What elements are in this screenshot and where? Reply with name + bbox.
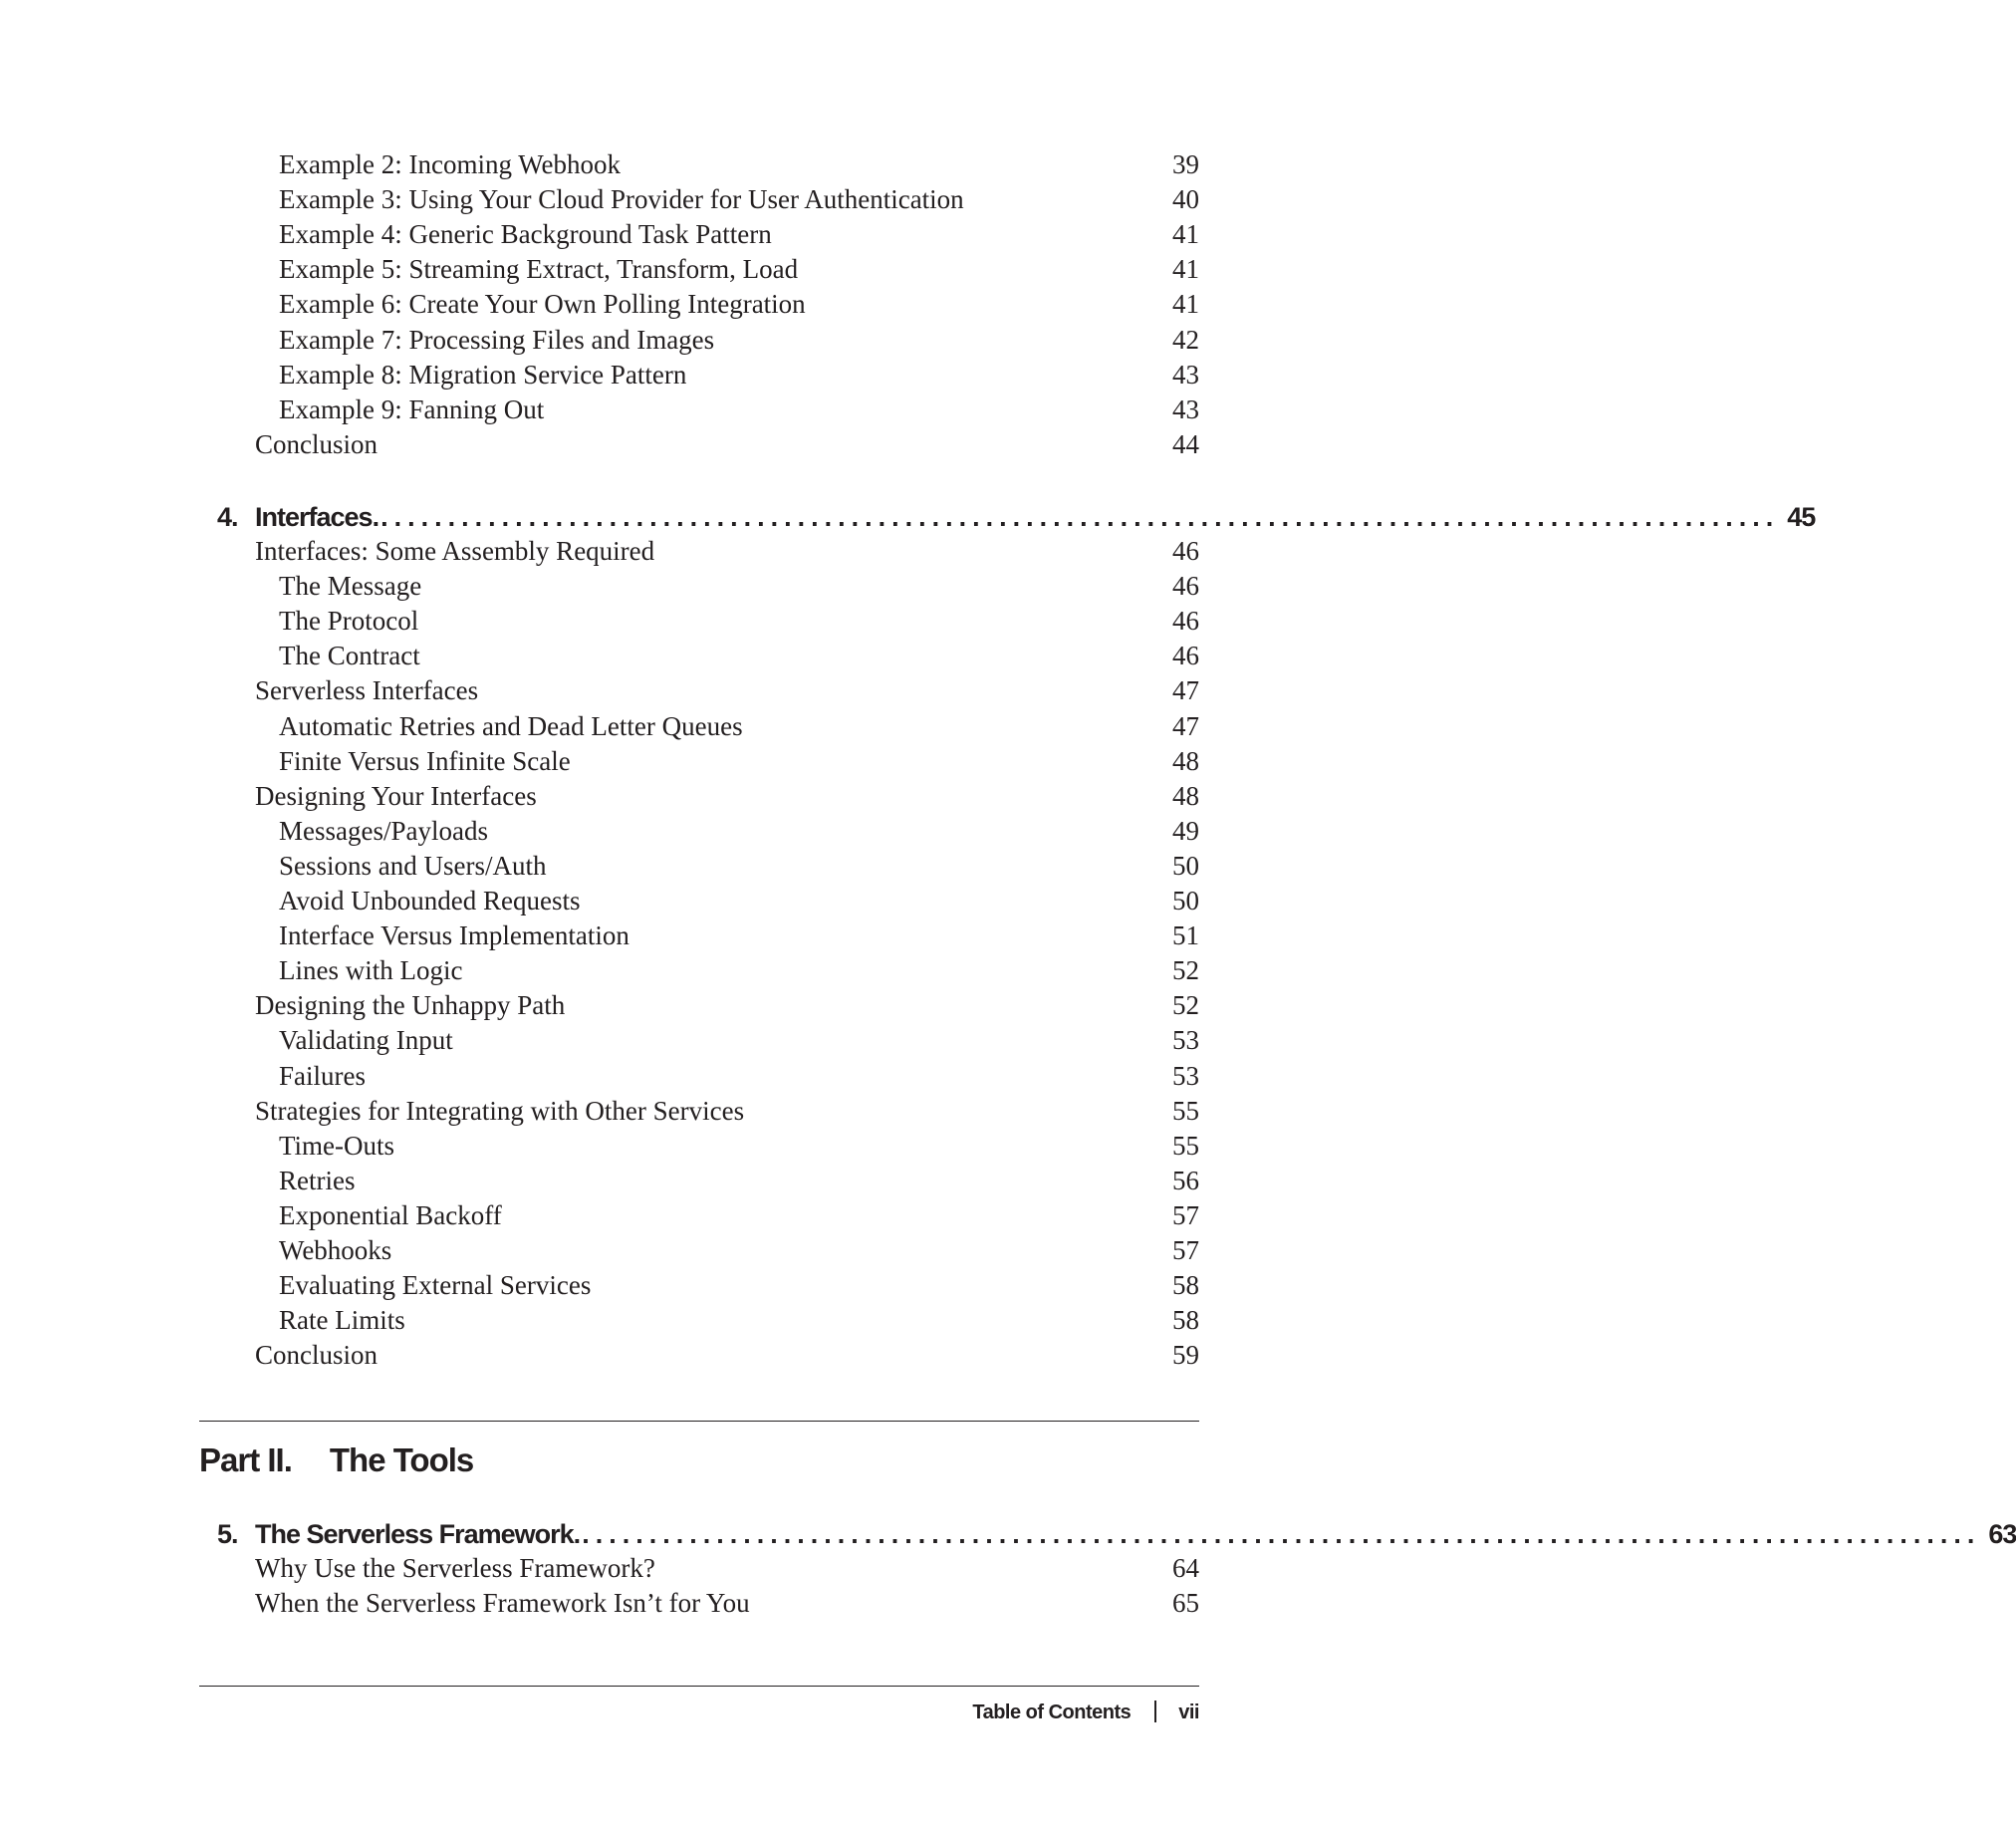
- toc-entry-title: Validating Input: [279, 1025, 453, 1056]
- toc-entry-title: Interfaces: Some Assembly Required: [255, 536, 655, 566]
- part-divider-rule: [199, 1421, 1199, 1422]
- toc-entry[interactable]: [199, 323, 1199, 358]
- toc-entry[interactable]: [199, 1198, 1199, 1233]
- toc-entry-title: Example 7: Processing Files and Images: [279, 324, 715, 355]
- toc-entry-page-number: 49: [1172, 815, 1199, 846]
- toc-entry[interactable]: [199, 918, 1199, 953]
- toc-entry[interactable]: [199, 1023, 1199, 1058]
- toc-entry-page-number: 53: [1172, 1060, 1199, 1091]
- toc-entry[interactable]: [199, 147, 1199, 182]
- dot-leader: ........................................................................................................: [380, 502, 1780, 532]
- toc-entry-page-number: 47: [1172, 710, 1199, 741]
- toc-entry-title: Example 4: Generic Background Task Pattern: [279, 219, 772, 250]
- toc-entry-page-number: 53: [1172, 1025, 1199, 1056]
- chapter-page-number: 45: [1787, 502, 1816, 532]
- toc-entry-page-number: 41: [1172, 289, 1199, 320]
- footer-page-number: vii: [1178, 1701, 1199, 1723]
- chapter-title: The Serverless Framework.: [255, 1519, 581, 1549]
- toc-entry-page-number: 58: [1172, 1305, 1199, 1336]
- footer-section-label: Table of Contents: [972, 1701, 1132, 1723]
- toc-entry-page-number: 46: [1172, 571, 1199, 602]
- toc-entry[interactable]: [199, 427, 1199, 462]
- toc-entry-page-number: 44: [1172, 428, 1199, 459]
- toc-entry-title: Messages/Payloads: [279, 815, 488, 846]
- toc-entry-title: Time-Outs: [279, 1130, 395, 1161]
- toc-entry-page-number: 59: [1172, 1340, 1199, 1371]
- chapter-heading[interactable]: [199, 498, 1816, 536]
- toc-entry[interactable]: [199, 1586, 1199, 1621]
- toc-entry-title: Sessions and Users/Auth: [279, 850, 547, 881]
- toc-entry[interactable]: [199, 1164, 1199, 1198]
- toc-entry-page-number: 58: [1172, 1270, 1199, 1301]
- toc-entry-title: Interface Versus Implementation: [279, 920, 630, 951]
- toc-entry[interactable]: [199, 1551, 1199, 1586]
- toc-entry[interactable]: [199, 814, 1199, 849]
- toc-entry-title: Exponential Backoff: [279, 1199, 502, 1230]
- toc-entry[interactable]: [199, 953, 1199, 988]
- toc-entry[interactable]: [199, 744, 1199, 779]
- chapter-title: Interfaces.: [255, 502, 379, 532]
- toc-entry-title: Retries: [279, 1165, 356, 1195]
- toc-entry-page-number: 50: [1172, 886, 1199, 916]
- toc-entry[interactable]: [199, 392, 1199, 427]
- toc-entry[interactable]: [199, 358, 1199, 392]
- toc-entry-page-number: 41: [1172, 219, 1199, 250]
- toc-entry-title: Failures: [279, 1060, 366, 1091]
- toc-entry-title: Avoid Unbounded Requests: [279, 886, 581, 916]
- chapter-heading[interactable]: [199, 1515, 2016, 1553]
- chapter-page-number: 63: [1988, 1519, 2016, 1549]
- toc-entry-page-number: 48: [1172, 745, 1199, 776]
- toc-entry-page-number: 52: [1172, 955, 1199, 986]
- toc-entry-title: Example 5: Streaming Extract, Transform, Load: [279, 254, 799, 285]
- toc-entry-title: Webhooks: [279, 1235, 392, 1265]
- toc-entry[interactable]: [199, 1059, 1199, 1094]
- toc-entry-page-number: 46: [1172, 606, 1199, 637]
- toc-entry[interactable]: [199, 849, 1199, 884]
- toc-entry[interactable]: [199, 1338, 1199, 1373]
- toc-entry-page-number: 39: [1172, 149, 1199, 179]
- toc-entry-title: Lines with Logic: [279, 955, 463, 986]
- toc-entry-page-number: 41: [1172, 254, 1199, 285]
- toc-entry-title: Why Use the Serverless Framework?: [255, 1553, 655, 1583]
- chapter-number: 4.: [217, 502, 238, 532]
- toc-entry-page-number: 46: [1172, 536, 1199, 566]
- toc-entry-title: When the Serverless Framework Isn’t for You: [255, 1588, 750, 1619]
- toc-entry-page-number: 55: [1172, 1095, 1199, 1126]
- toc-entry[interactable]: [199, 709, 1199, 744]
- toc-entry-page-number: 50: [1172, 850, 1199, 881]
- part-label: Part II.: [199, 1441, 292, 1478]
- toc-entry[interactable]: [199, 1094, 1199, 1129]
- toc-entry[interactable]: [199, 1129, 1199, 1164]
- toc-entry[interactable]: [199, 673, 1199, 708]
- part-heading: [199, 1439, 473, 1482]
- toc-entry-page-number: 57: [1172, 1235, 1199, 1265]
- toc-entry[interactable]: [199, 182, 1199, 217]
- toc-entry-title: Designing the Unhappy Path: [255, 990, 566, 1021]
- toc-entry-title: Conclusion: [255, 428, 378, 459]
- toc-entry-page-number: 55: [1172, 1130, 1199, 1161]
- toc-entry-page-number: 65: [1172, 1588, 1199, 1619]
- toc-entry-title: The Protocol: [279, 606, 419, 637]
- toc-entry-title: The Contract: [279, 641, 420, 671]
- toc-entry-title: Example 9: Fanning Out: [279, 393, 545, 424]
- toc-entry-page-number: 43: [1172, 359, 1199, 390]
- toc-entry-page-number: 46: [1172, 641, 1199, 671]
- toc-entry-page-number: 56: [1172, 1165, 1199, 1195]
- toc-entry[interactable]: [199, 252, 1199, 287]
- toc-entry[interactable]: [199, 779, 1199, 814]
- toc-entry-title: Example 2: Incoming Webhook: [279, 149, 622, 179]
- toc-entry-page-number: 48: [1172, 780, 1199, 811]
- toc-entry-title: Automatic Retries and Dead Letter Queues: [279, 710, 743, 741]
- toc-entry[interactable]: [199, 988, 1199, 1023]
- toc-entry-title: Serverless Interfaces: [255, 675, 479, 706]
- toc-entry-title: Example 6: Create Your Own Polling Integration: [279, 289, 806, 320]
- page-footer: [972, 1698, 1199, 1727]
- toc-entry[interactable]: [199, 287, 1199, 322]
- toc-entry-page-number: 57: [1172, 1199, 1199, 1230]
- toc-entry-title: Strategies for Integrating with Other Services: [255, 1095, 745, 1126]
- toc-entry-page-number: 40: [1172, 184, 1199, 215]
- toc-entry[interactable]: [199, 1233, 1199, 1268]
- toc-entry[interactable]: [199, 1268, 1199, 1303]
- toc-page: [199, 0, 2016, 1831]
- toc-entry[interactable]: [199, 1303, 1199, 1338]
- toc-entry[interactable]: [199, 569, 1199, 604]
- toc-entry-page-number: 52: [1172, 990, 1199, 1021]
- part-title: The Tools: [329, 1441, 474, 1478]
- toc-entry-title: Designing Your Interfaces: [255, 780, 537, 811]
- toc-entry-page-number: 42: [1172, 324, 1199, 355]
- toc-entry-title: Finite Versus Infinite Scale: [279, 745, 571, 776]
- toc-entry-title: Example 8: Migration Service Pattern: [279, 359, 687, 390]
- toc-entry[interactable]: [199, 534, 1199, 569]
- toc-entry-title: Example 3: Using Your Cloud Provider for User Authentication: [279, 184, 964, 215]
- toc-entry-page-number: 64: [1172, 1553, 1199, 1583]
- footer-separator: [1154, 1700, 1156, 1722]
- toc-entry[interactable]: [199, 884, 1199, 918]
- toc-entry-title: The Message: [279, 571, 422, 602]
- toc-entry-page-number: 43: [1172, 393, 1199, 424]
- toc-entry-title: Rate Limits: [279, 1305, 405, 1336]
- footer-rule: [199, 1686, 1199, 1687]
- toc-entry-page-number: 51: [1172, 920, 1199, 951]
- toc-entry[interactable]: [199, 217, 1199, 252]
- toc-entry[interactable]: [199, 604, 1199, 639]
- toc-entry-title: Evaluating External Services: [279, 1270, 592, 1301]
- toc-entry-title: Conclusion: [255, 1340, 378, 1371]
- chapter-number: 5.: [217, 1519, 238, 1549]
- dot-leader: ........................................................................................................: [582, 1519, 1981, 1549]
- toc-entry-page-number: 47: [1172, 675, 1199, 706]
- toc-entry[interactable]: [199, 639, 1199, 673]
